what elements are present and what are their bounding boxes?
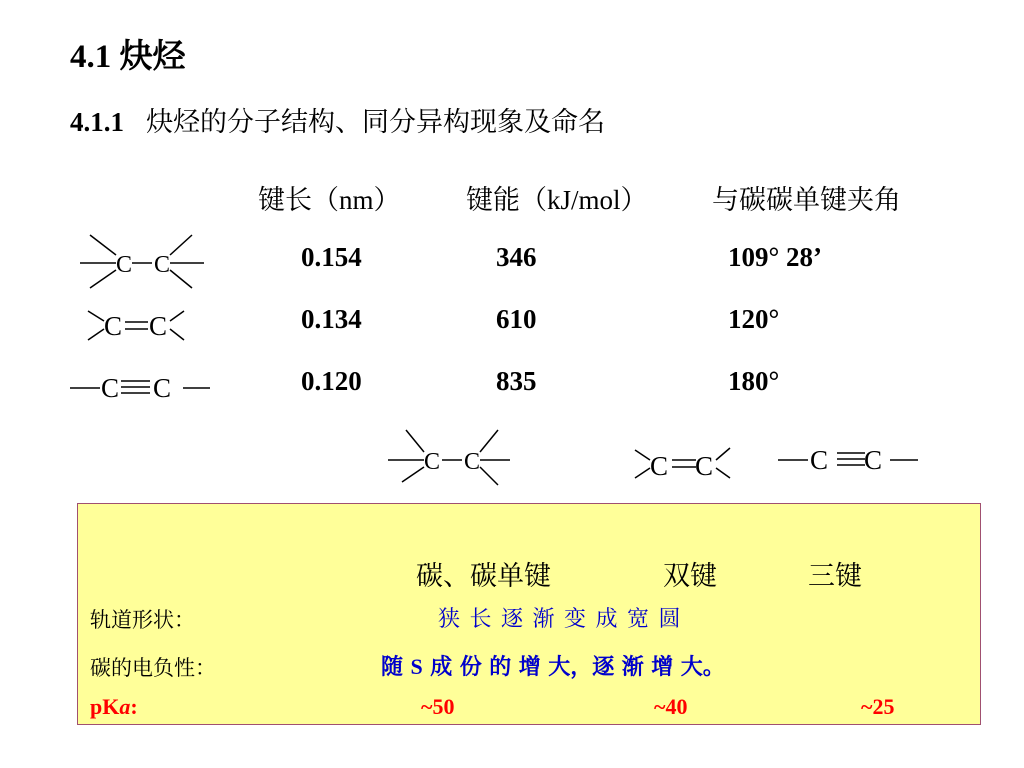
section-number: 4.1.1 — [70, 107, 124, 137]
box-header-single: 碳、碳单键 — [416, 561, 551, 591]
bond-structures-row — [380, 420, 940, 500]
electronegativity-value: 随 S 成 份 的 增 大，逐 渐 增 大。 — [381, 654, 725, 679]
length-single: 0.154 — [301, 242, 362, 272]
energy-single: 346 — [496, 242, 537, 272]
svg-text:C: C — [424, 449, 441, 475]
box-header-triple: 三键 — [808, 561, 862, 591]
pka-double: ~40 — [654, 694, 688, 719]
section-subtitle — [70, 100, 605, 139]
svg-text:C: C — [810, 445, 829, 475]
single-bond-structure — [80, 235, 204, 288]
page-title: 4.1 炔烃 — [70, 39, 186, 75]
pka-triple: ~25 — [861, 694, 895, 719]
svg-text:C: C — [104, 311, 123, 341]
angle-triple: 180° — [728, 366, 780, 396]
angle-double: 120° — [728, 304, 780, 334]
header-bond-angle: 与碳碳单键夹角 — [712, 185, 901, 215]
energy-triple: 835 — [496, 366, 537, 396]
length-triple: 0.120 — [301, 366, 362, 396]
svg-text:C: C — [116, 252, 133, 278]
comparison-box — [77, 503, 981, 725]
svg-text:C: C — [864, 445, 883, 475]
double-bond-structure — [88, 311, 184, 340]
single-bond-structure-2 — [388, 430, 510, 485]
pka-single: ~50 — [421, 694, 455, 719]
svg-text:C: C — [149, 311, 168, 341]
length-double: 0.134 — [301, 304, 362, 334]
bond-structures-column — [70, 225, 220, 415]
energy-double: 610 — [496, 304, 537, 334]
header-bond-energy: 键能（kJ/mol） — [466, 185, 648, 215]
orbital-shape-label: 轨道形状： — [90, 608, 195, 632]
svg-text:C: C — [650, 451, 669, 481]
electronegativity-label: 碳的电负性： — [90, 656, 216, 680]
triple-bond-structure — [70, 381, 210, 393]
svg-text:C: C — [464, 449, 481, 475]
angle-single: 109° 28’ — [728, 242, 823, 272]
svg-text:C: C — [154, 252, 171, 278]
svg-text:C: C — [101, 373, 120, 403]
pka-label: pKa: — [90, 694, 138, 719]
box-header-double: 双键 — [663, 561, 717, 591]
svg-text:C: C — [153, 373, 172, 403]
header-bond-length: 键长（nm） — [258, 185, 401, 215]
orbital-shape-value: 狭 长 逐 渐 变 成 宽 圆 — [438, 606, 681, 631]
triple-bond-structure-2 — [778, 453, 918, 465]
svg-text:C: C — [695, 451, 714, 481]
section-text: 炔烃的分子结构、同分异构现象及命名 — [146, 107, 605, 137]
